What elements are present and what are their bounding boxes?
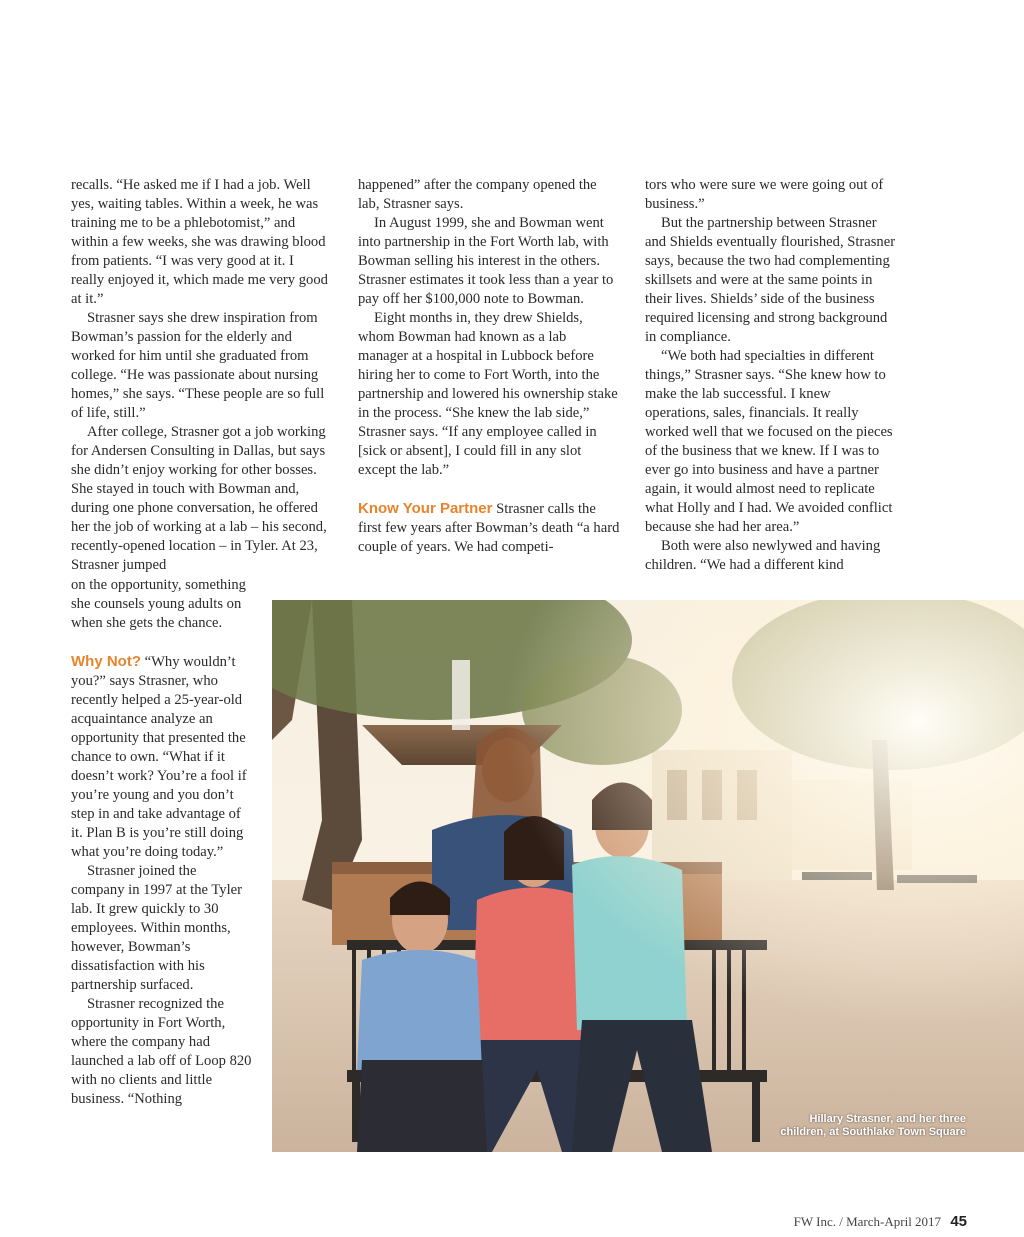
paragraph: Strasner says she drew inspiration from Bowman’s passion for the elderly and worked for him until she graduated from college. “He was passionate about nursing homes,” she says. “These people are so full of life, still.” (71, 310, 325, 421)
family-photo (272, 600, 1024, 1152)
article-column-2 (358, 176, 620, 557)
paragraph: After college, Strasner got a job working for Andersen Consulting in Dallas, but says she didn’t enjoy working for other bosses. She stayed in touch with Bowman and, during one phone conversation, he offered her the job of working at a lab – his second, recently-opened location – in Tyler. At 23, Strasner jumped (71, 424, 327, 573)
paragraph: Strasner joined the company in 1997 at the Tyler lab. It grew quickly to 30 employees. Within months, however, Bowman’s dissatisfaction with his partnership surfaced. (71, 863, 242, 993)
publication-name: FW Inc. / March-April 2017 (793, 1214, 942, 1229)
know-partner-paragraph (358, 499, 620, 557)
article-column-3 (645, 176, 897, 575)
paragraph: In August 1999, she and Bowman went into partnership in the Fort Worth lab, with Bowman selling his interest in the others. Strasner estimates it took less than a year to pay off her $100,000 note to Bowman. (358, 215, 614, 307)
paragraph: on the opportunity, something she counsels young adults on when she gets the chance. (71, 577, 246, 631)
caption-line: Hillary Strasner, and her three (809, 1113, 966, 1125)
section-heading-know-your-partner: Know Your Partner (358, 500, 493, 517)
paragraph: recalls. “He asked me if I had a job. Well yes, waiting tables. Within a week, he was training me to be a phlebotomist,” and within a few weeks, she was drawing blood from patients. “I was very good at it. I really enjoyed it, which made me very good at it.” (71, 177, 328, 307)
caption-line: children, at Southlake Town Square (780, 1126, 966, 1138)
paragraph: tors who were sure we were going out of business.” (645, 177, 884, 212)
paragraph: happened” after the company opened the lab, Strasner says. (358, 177, 597, 212)
article-column-1 (71, 176, 329, 575)
page-number: 45 (950, 1213, 967, 1230)
paragraph: Strasner recognized the opportunity in Fort Worth, where the company had launched a lab off of Loop 820 with no clients and little business. “Nothing (71, 996, 252, 1107)
paragraph: But the partnership between Strasner and Shields eventually flourished, Strasner says, because the two had complementing skillsets and were at the same points in their lives. Shields’ side of the business required licensing and strong background in compliance. (645, 215, 896, 345)
page-footer (794, 1213, 967, 1230)
why-not-text: “Why wouldn’t you?” says Strasner, who recently helped a 25-year-old acquaintance analyze an opportunity that presented the chance to own. “What if it doesn’t work? You’re a fool if you’re young and you don’t step in and take advantage of it. Plan B is you’re still doing what you’re doing today.” (71, 654, 247, 860)
paragraph: “We both had specialties in different things,” Strasner says. “She knew how to make the lab successful. I knew operations, sales, financials. It really worked well that we focused on the pieces of the business that we knew. If I was to ever go into business and have a partner again, it would almost need to replicate what Holly and I had. We avoided conflict because she had her area.” (645, 348, 893, 535)
section-heading-why-not: Why Not? (71, 653, 141, 670)
photo-caption (780, 1113, 966, 1139)
know-partner-text: Strasner calls the first few years after Bowman’s death “a hard couple of years. We had competi- (358, 501, 620, 555)
paragraph: Both were also newlywed and having children. “We had a different kind (645, 538, 881, 573)
paragraph: Eight months in, they drew Shields, whom Bowman had known as a lab manager at a hospital in Lubbock before hiring her to come to Fort Worth, into the partnership and lowered his ownership stake in the process. “She knew the lab side,” Strasner says. “If any employee called in [sick or absent], I could fill in any slot except the lab.” (358, 310, 618, 478)
article-column-1-narrow (71, 576, 253, 1109)
why-not-paragraph (71, 652, 253, 862)
